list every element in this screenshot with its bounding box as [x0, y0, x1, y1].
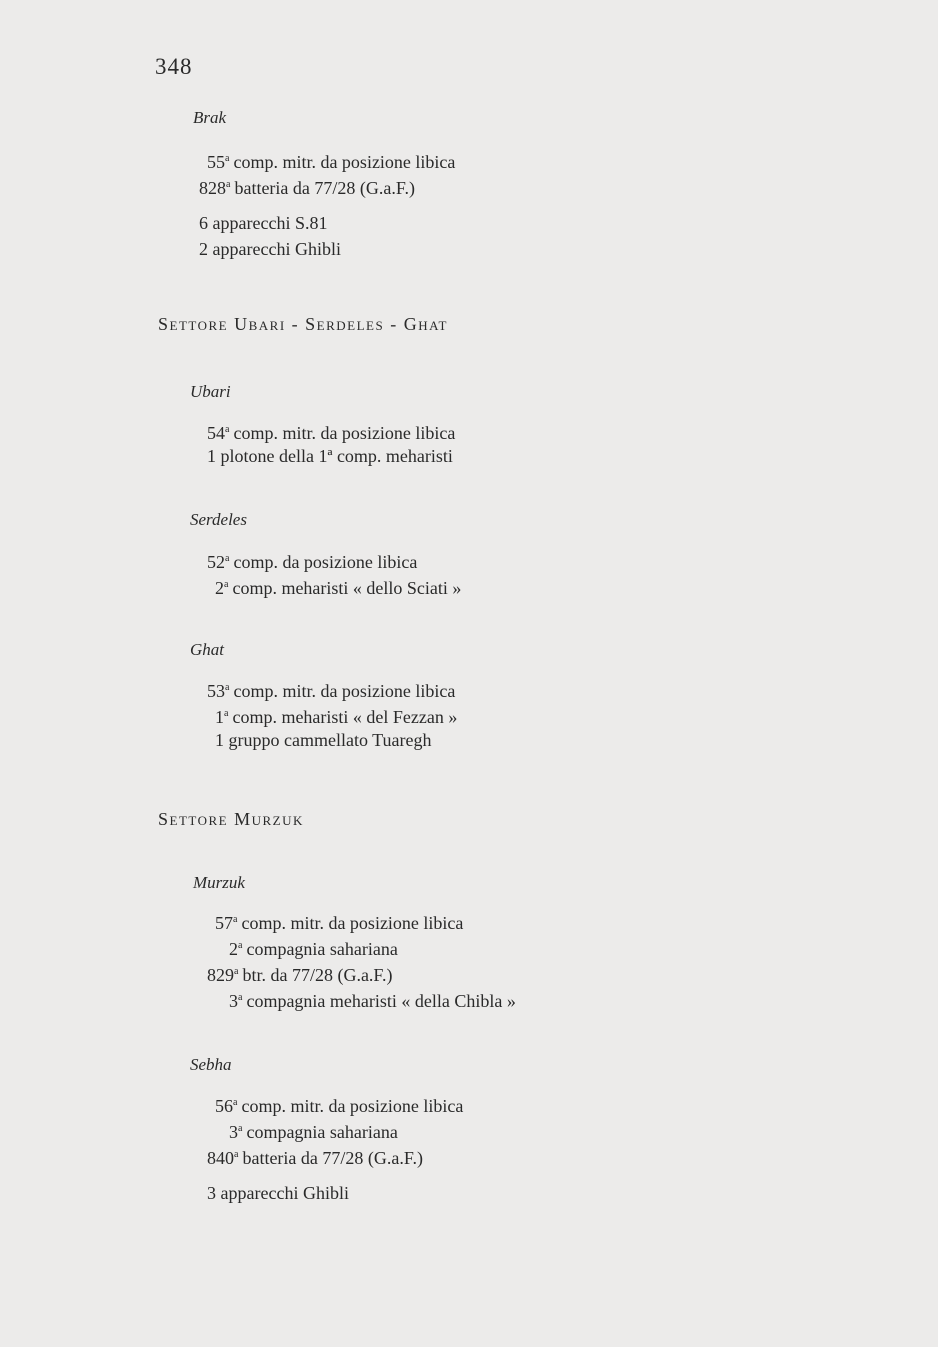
unit-line: 1$^a$ comp. meharisti « del Fezzan »: [215, 707, 458, 727]
unit-line: 3$^a$ compagnia meharisti « della Chibla »: [229, 991, 516, 1011]
location-title-murzuk: Murzuk: [193, 873, 245, 892]
unit-line: 56$^a$ comp. mitr. da posizione libica: [215, 1096, 464, 1116]
location-title-ghat: Ghat: [190, 640, 224, 659]
unit-line: 57$^a$ comp. mitr. da posizione libica: [215, 913, 464, 933]
unit-line: 2$^a$ compagnia sahariana: [229, 939, 398, 959]
page-number: 348: [155, 54, 193, 79]
location-title-brak: Brak: [193, 108, 227, 127]
unit-line: 6 apparecchi S.81: [199, 213, 328, 233]
unit-line: 52$^a$ comp. da posizione libica: [207, 552, 418, 572]
location-title-ubari: Ubari: [190, 382, 231, 401]
unit-line: 1 gruppo cammellato Tuaregh: [215, 730, 432, 750]
location-title-sebha: Sebha: [190, 1055, 232, 1074]
unit-line: 53$^a$ comp. mitr. da posizione libica: [207, 681, 456, 701]
section-heading-murzuk: Settore Murzuk: [158, 809, 304, 829]
unit-line: 3$^a$ compagnia sahariana: [229, 1122, 398, 1142]
unit-line: 1 plotone della 1ª comp. meharisti: [207, 446, 453, 466]
location-title-serdeles: Serdeles: [190, 510, 247, 529]
unit-line: 3 apparecchi Ghibli: [207, 1183, 349, 1203]
unit-line: 828$^a$ batteria da 77/28 (G.a.F.): [199, 178, 415, 198]
unit-line: 54$^a$ comp. mitr. da posizione libica: [207, 423, 456, 443]
unit-line: 55$^a$ comp. mitr. da posizione libica: [207, 152, 456, 172]
unit-line: 840$^a$ batteria da 77/28 (G.a.F.): [207, 1148, 423, 1168]
unit-line: 829$^a$ btr. da 77/28 (G.a.F.): [207, 965, 393, 985]
section-heading-ubari-serdeles-ghat: Settore Ubari - Serdeles - Ghat: [158, 314, 448, 334]
unit-line: 2$^a$ comp. meharisti « dello Sciati »: [215, 578, 462, 598]
unit-line: 2 apparecchi Ghibli: [199, 239, 341, 259]
